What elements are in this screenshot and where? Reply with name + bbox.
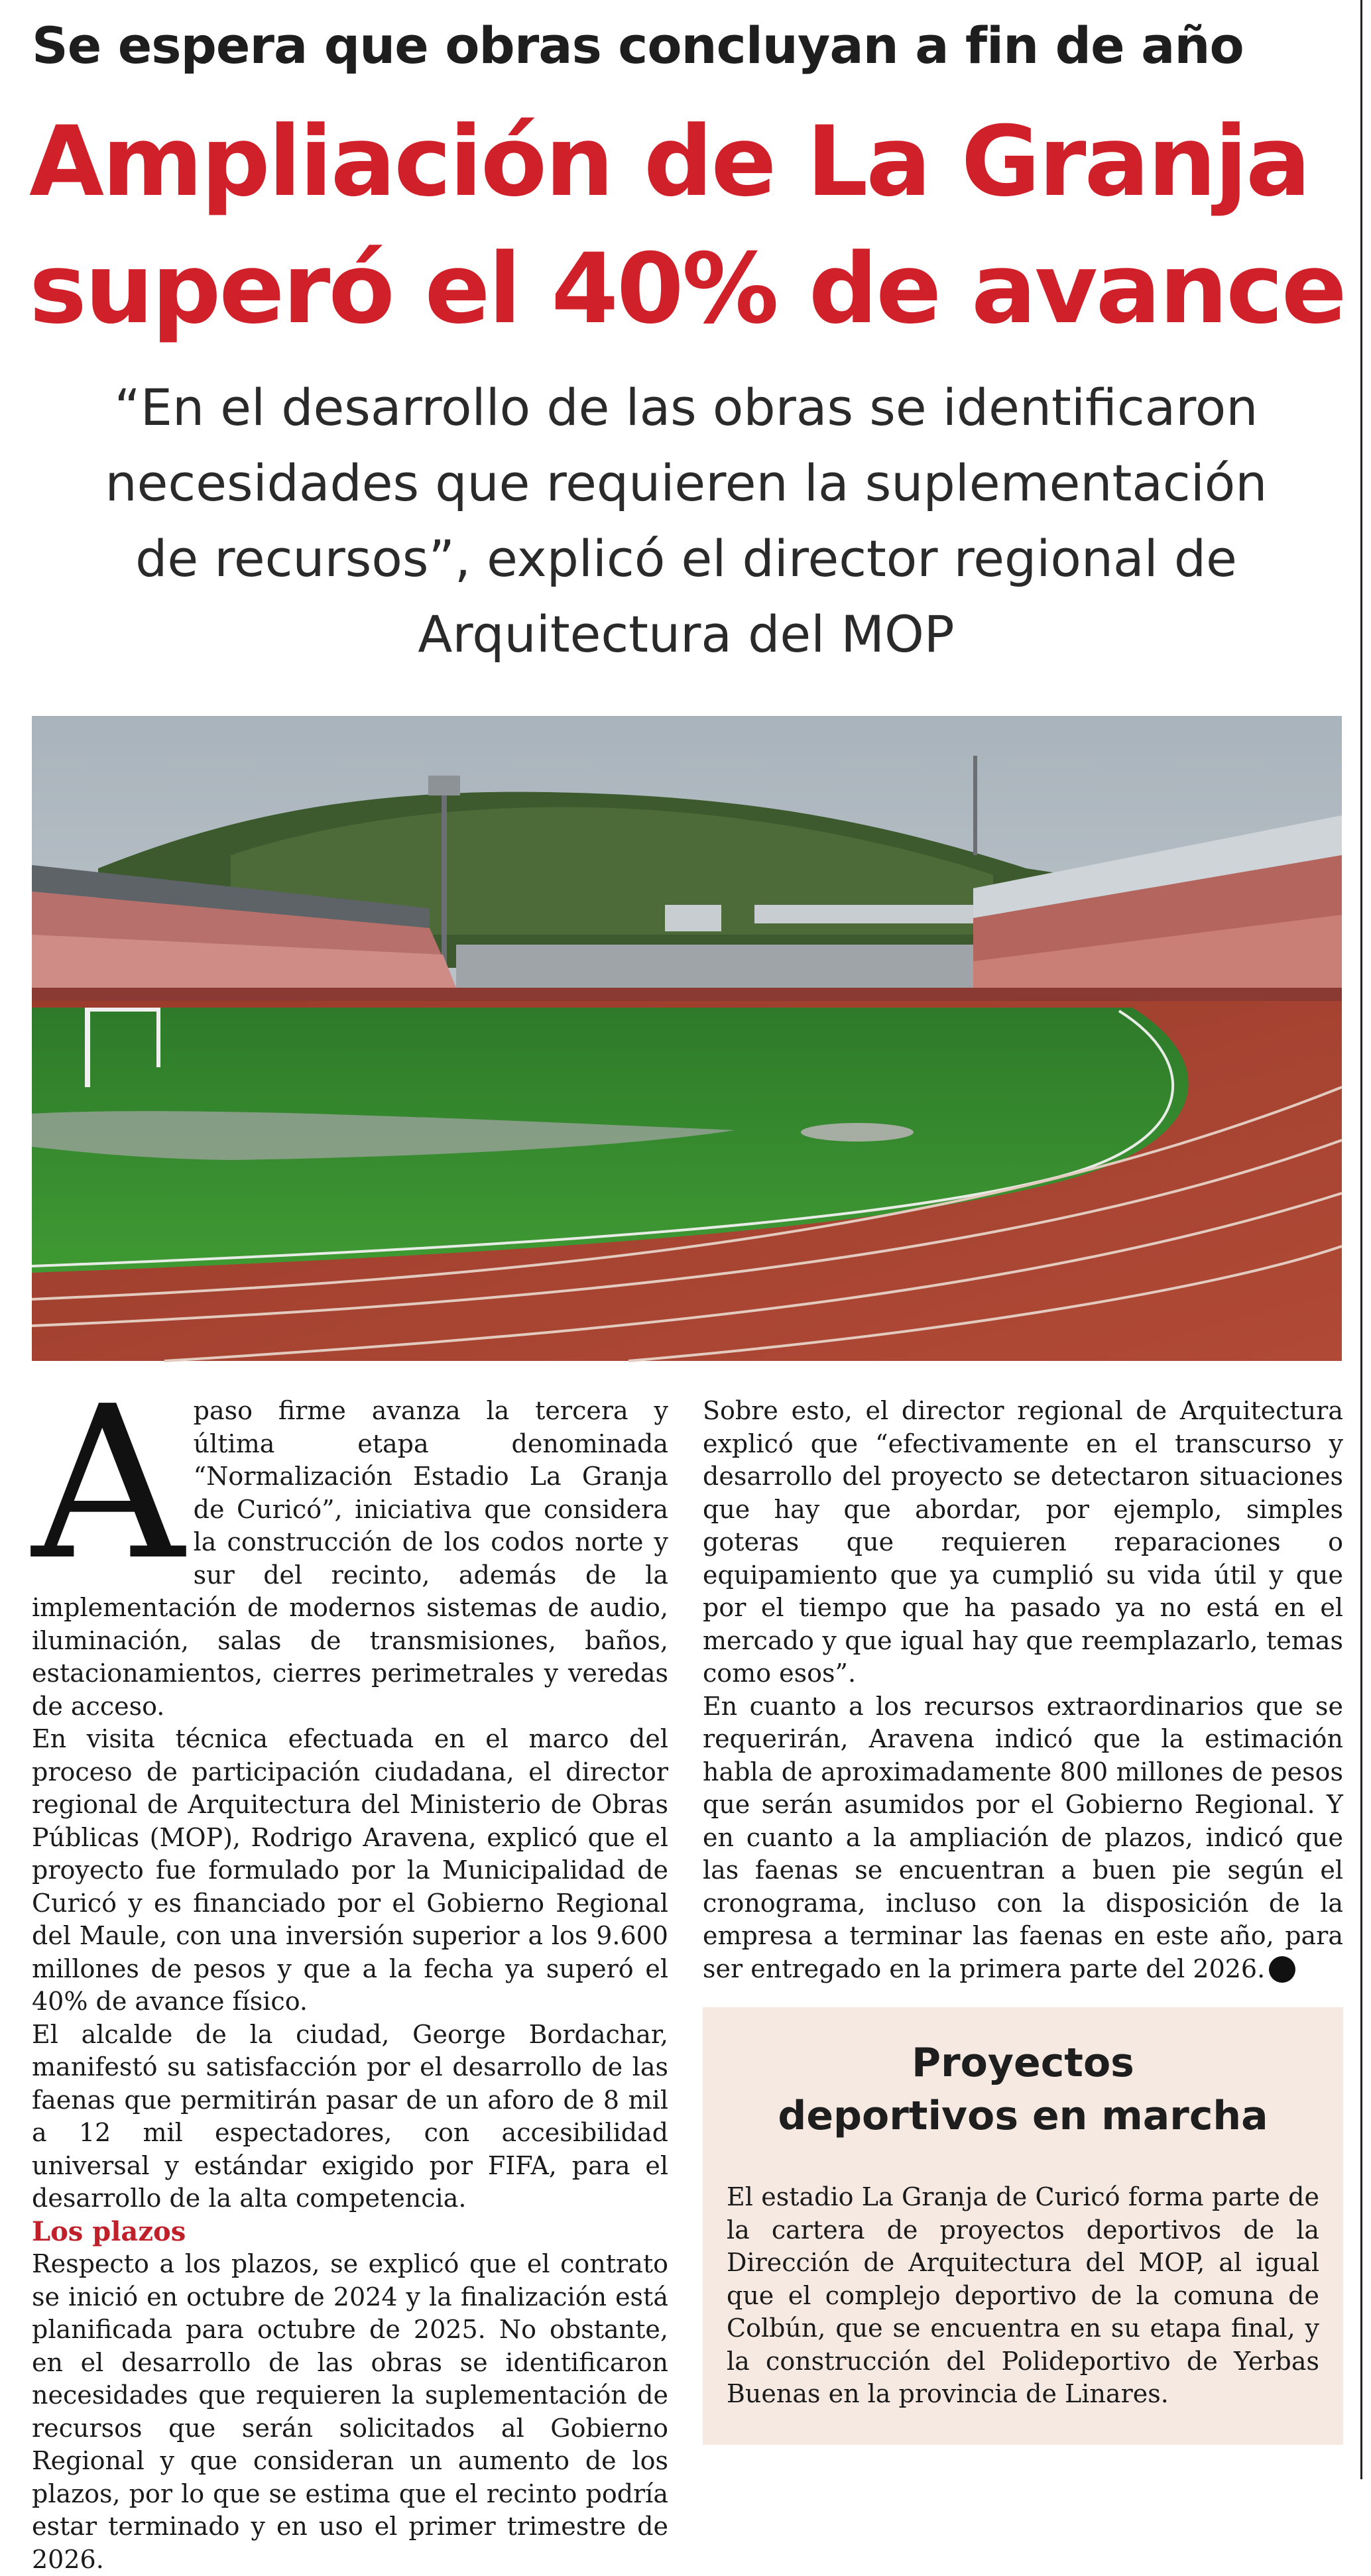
deck-line-3: de recursos”, explicó el director regional de [135,529,1237,588]
sidebar-body: El estadio La Granja de Curicó forma parte de la cartera de proyectos deportivos de la Dirección de Arquitectura del MOP, al igual que el complejo deportivo de la comuna de Colbún, que se encuentra en su etapa final, y la construcción del Polideportivo de Yerbas Buenas en la provincia de Linares. [727,2182,1319,2408]
deck-line-2: necesidades que requieren la suplementación [105,453,1268,512]
article-column-right [703,1395,1343,1985]
page-edge-rule [1360,0,1362,2479]
sidebar-title [727,2036,1319,2142]
stadium-photo [32,716,1342,1361]
headline-line-1: Ampliación de La Granja [29,105,1309,218]
headline [29,98,1348,353]
sidebar-box [703,2007,1343,2445]
headline-line-2: superó el 40% de avance [29,233,1345,345]
sidebar-title-line-1: Proyectos [912,2040,1134,2086]
article-paragraph-3: El alcalde de la ciudad, George Bordachar, manifestó su satisfacción por el desarrollo de las faenas que permitirán pasar de un aforo de 8 mil a 12 mil espectadores, con accesibilidad universal y estándar exigido por FIFA, para el desarrollo de la alta competencia. [32,2019,668,2213]
deck-line-1: “En el desarrollo de las obras se identificaron [114,378,1258,437]
article-paragraph-4: Respecto a los plazos, se explicó que el contrato se inició en octubre de 2024 y la finalización está planificada para octubre de 2025. No obstante, en el desarrollo de las obras se identificaron necesidades que requieren la suplementación de recursos que serán solicitados al Gobierno Regional y que consideran un aumento de los plazos, por lo que se estima que el recinto podría estar terminado y en uso el primer trimestre de 2026. [32,2249,668,2574]
article-paragraph-6-wrap [703,1690,1343,1986]
article-column-left [32,1361,668,2576]
article-paragraph-6: En cuanto a los recursos extraordinarios que se requerirán, Aravena indicó que la estimación habla de aproximadamente 800 millones de pesos que serán asumidos por el Gobierno Regional. Y en cuanto a la ampliación de plazos, indicó que las faenas se encuentran a buen pie según el cronograma, incluso con la disposición de la empresa a terminar las faenas en este año, para ser entregado en la primera parte del 2026. [703,1691,1343,1983]
end-mark-icon [1269,1956,1295,1983]
section-subhead: Los plazos [32,2215,186,2247]
article-paragraph-2: En visita técnica efectuada en el marco del proceso de participación ciudadana, el director regional de Arquitectura del Ministerio de Obras Públicas (MOP), Rodrigo Aravena, explicó que el proyecto fue formulado por la Municipalidad de Curicó y es financiado por el Gobierno Regional del Maule, con una inversión superior a los 9.600 millones de pesos y que a la fecha ya superó el 40% de avance físico. [32,1724,668,2016]
article-paragraph-1: paso firme avanza la tercera y última etapa denominada “Normalización Estadio La Granja de Curicó”, iniciativa que considera la construcción de los codos norte y sur del recinto, además de la implementación de modernos sistemas de audio, iluminación, salas de transmisiones, baños, estacionamientos, cierres perimetrales y veredas de acceso. [32,1396,668,1721]
sidebar-title-line-2: deportivos en marcha [778,2093,1268,2139]
deck-line-4: Arquitectura del MOP [418,605,955,664]
drop-cap: A [32,1361,184,1606]
article-paragraph-5: Sobre esto, el director regional de Arquitectura explicó que “efectivamente en el transcurso y desarrollo del proyecto se detectaron situaciones que hay que abordar, por ejemplo, simples goteras que requieren reparaciones o equipamiento que ya cumplió su vida útil y que por el tiempo que ha pasado ya no está en el mercado y que igual hay que reemplazarlo, temas como esos”. [703,1396,1343,1688]
kicker: Se espera que obras concluyan a fin de año [32,16,1244,75]
stadium-illustration [32,716,1342,1361]
deck-quote [27,370,1346,672]
